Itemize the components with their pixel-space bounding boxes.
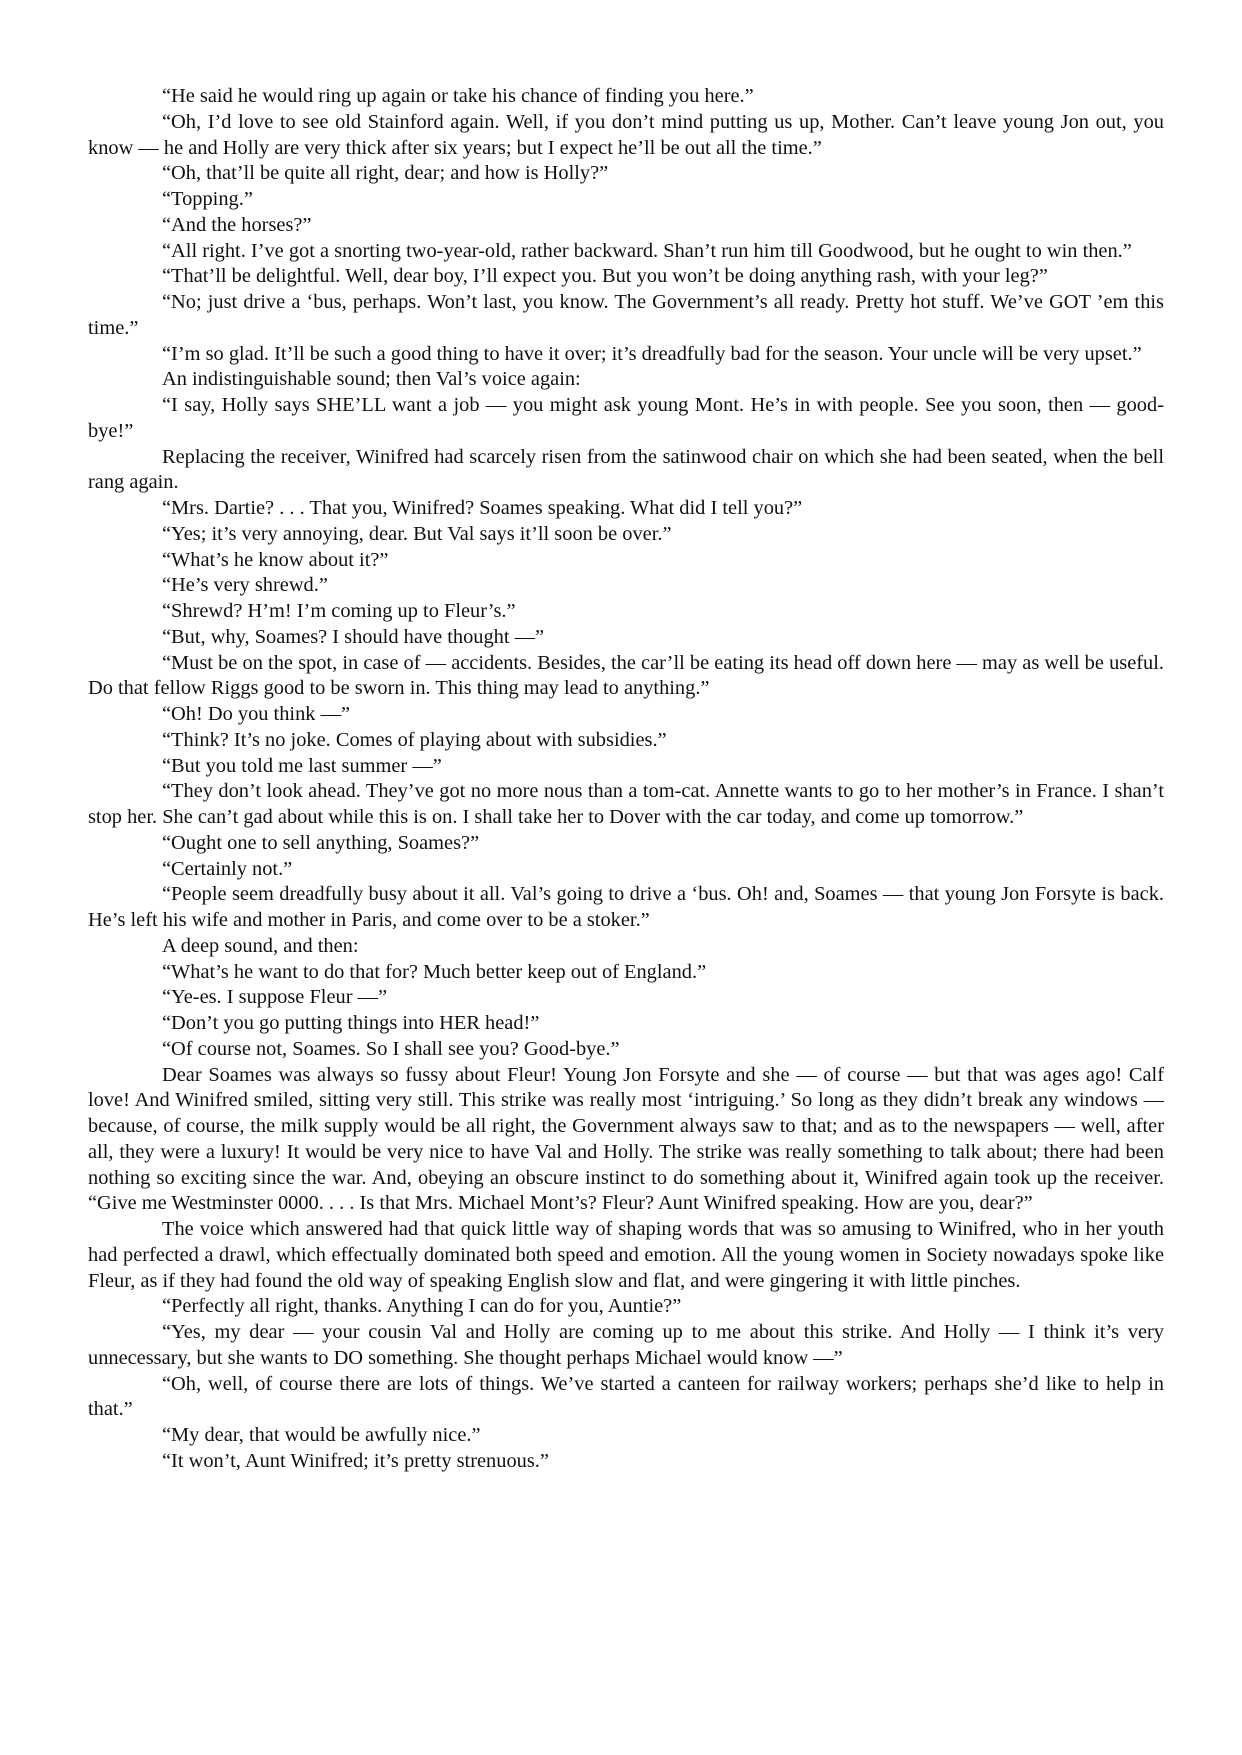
paragraph: “I’m so glad. It’ll be such a good thing to have it over; it’s dreadfully bad for the season. Your uncle will be very upset.” [162, 342, 1142, 365]
paragraph: “They don’t look ahead. They’ve got no more nous than a tom-cat. Annette wants to go to her mother’s in France. I shan’t stop her. She can’t gad about while this is on. I shall take her to Dover with the car today, and come up tomorrow.” [88, 780, 1164, 828]
paragraph: “But you told me last summer —” [162, 754, 442, 777]
paragraph: “What’s he know about it?” [162, 548, 389, 571]
paragraph: “Perfectly all right, thanks. Anything I can do for you, Auntie?” [162, 1295, 682, 1318]
paragraph: “He said he would ring up again or take his chance of finding you here.” [162, 85, 754, 107]
paragraph: “Oh, well, of course there are lots of things. We’ve started a canteen for railway workers; perhaps she’d like to help in that.” [88, 1372, 1164, 1421]
paragraph: “What’s he want to do that for? Much better keep out of England.” [162, 960, 707, 983]
paragraph: “Don’t you go putting things into HER head!” [162, 1012, 540, 1034]
paragraph: “He’s very shrewd.” [162, 574, 328, 597]
paragraph: “Mrs. Dartie? . . . That you, Winifred? Soames speaking. What did I tell you?” [162, 497, 803, 519]
paragraph: “That’ll be delightful. Well, dear boy, I’ll expect you. But you won’t be doing anything rash, with your leg?” [162, 265, 1048, 288]
paragraph: “Of course not, Soames. So I shall see you? Good-bye.” [162, 1037, 620, 1060]
paragraph: “All right. I’ve got a snorting two-year-old, rather backward. Shan’t run him till Goodwood, but he ought to win then.” [162, 239, 1132, 262]
paragraph: Replacing the receiver, Winifred had scarcely risen from the satinwood chair on which she had been seated, when the bell rang again. [88, 445, 1164, 494]
paragraph: “Oh, I’d love to see old Stainford again. Well, if you don’t mind putting us up, Mother. Can’t leave young Jon out, you know — he and Holly are very thick after six years; but I expect he’ll be out all the time.” [88, 110, 1164, 159]
paragraph: The voice which answered had that quick little way of shaping words that was so amusing to Winifred, who in her youth had perfected a drawl, which effectually dominated both speed and emotion. All the young women in Society nowadays spoke like Fleur, as if they had found the old way of speaking English slow and flat, and were gingering it with little pinches. [88, 1218, 1164, 1292]
paragraph: “My dear, that would be awfully nice.” [162, 1424, 481, 1446]
paragraph: “Yes; it’s very annoying, dear. But Val says it’ll soon be over.” [162, 522, 672, 545]
paragraph: “Shrewd? H’m! I’m coming up to Fleur’s.” [162, 600, 516, 622]
paragraph: “Certainly not.” [162, 857, 293, 880]
page-body [88, 84, 1164, 1475]
paragraph: “Ought one to sell anything, Soames?” [162, 831, 480, 854]
paragraph: “People seem dreadfully busy about it all. Val’s going to drive a ‘bus. Oh! and, Soames — that young Jon Forsyte is back. He’s left his wife and mother in Paris, and come over to be a stoker.” [88, 883, 1164, 931]
paragraph: An indistinguishable sound; then Val’s voice again: [162, 368, 581, 391]
paragraph: “It won’t, Aunt Winifred; it’s pretty strenuous.” [162, 1449, 549, 1472]
paragraph: “No; just drive a ‘bus, perhaps. Won’t last, you know. The Government’s all ready. Pretty hot stuff. We’ve GOT ’em this time.” [88, 291, 1164, 339]
paragraph: “Ye-es. I suppose Fleur —” [162, 986, 388, 1009]
paragraph: Dear Soames was always so fussy about Fleur! Young Jon Forsyte and she — of course — but that was ages ago! Calf love! And Winifred smiled, sitting very still. This strike was really most ‘intriguing.’ So long as they didn’t break any windows — because, of course, the milk supply would be all right, the Government always saw to that; and as to the newspapers — well, after all, they were a luxury! It would be very nice to have Val and Holly. The strike was really something to talk about; there had been nothing so exciting since the war. And, obeying an obscure instinct to do something about it, Winifred again took up the receiver. “Give me Westminster 0000. . . . Is that Mrs. Michael Mont’s? Fleur? Aunt Winifred speaking. How are you, dear?” [88, 1063, 1164, 1215]
paragraph: “Must be on the spot, in case of — accidents. Besides, the car’ll be eating its head off down here — may as well be useful. Do that fellow Riggs good to be sworn in. This thing may lead to anything.” [88, 651, 1164, 700]
paragraph: “But, why, Soames? I should have thought —” [162, 625, 545, 648]
paragraph: “Oh! Do you think —” [162, 703, 351, 725]
paragraph: “I say, Holly says SHE’LL want a job — you might ask young Mont. He’s in with people. See you soon, then — good-bye!” [88, 394, 1164, 442]
paragraph: “And the horses?” [162, 213, 312, 236]
paragraph: “Yes, my dear — your cousin Val and Holly are coming up to me about this strike. And Holly — I think it’s very unnecessary, but she wants to DO something. She thought perhaps Michael would know —” [88, 1321, 1164, 1369]
paragraph: “Topping.” [162, 188, 253, 210]
paragraph: “Think? It’s no joke. Comes of playing about with subsidies.” [162, 728, 667, 751]
paragraph: “Oh, that’ll be quite all right, dear; and how is Holly?” [162, 162, 609, 185]
paragraph: A deep sound, and then: [162, 934, 359, 957]
